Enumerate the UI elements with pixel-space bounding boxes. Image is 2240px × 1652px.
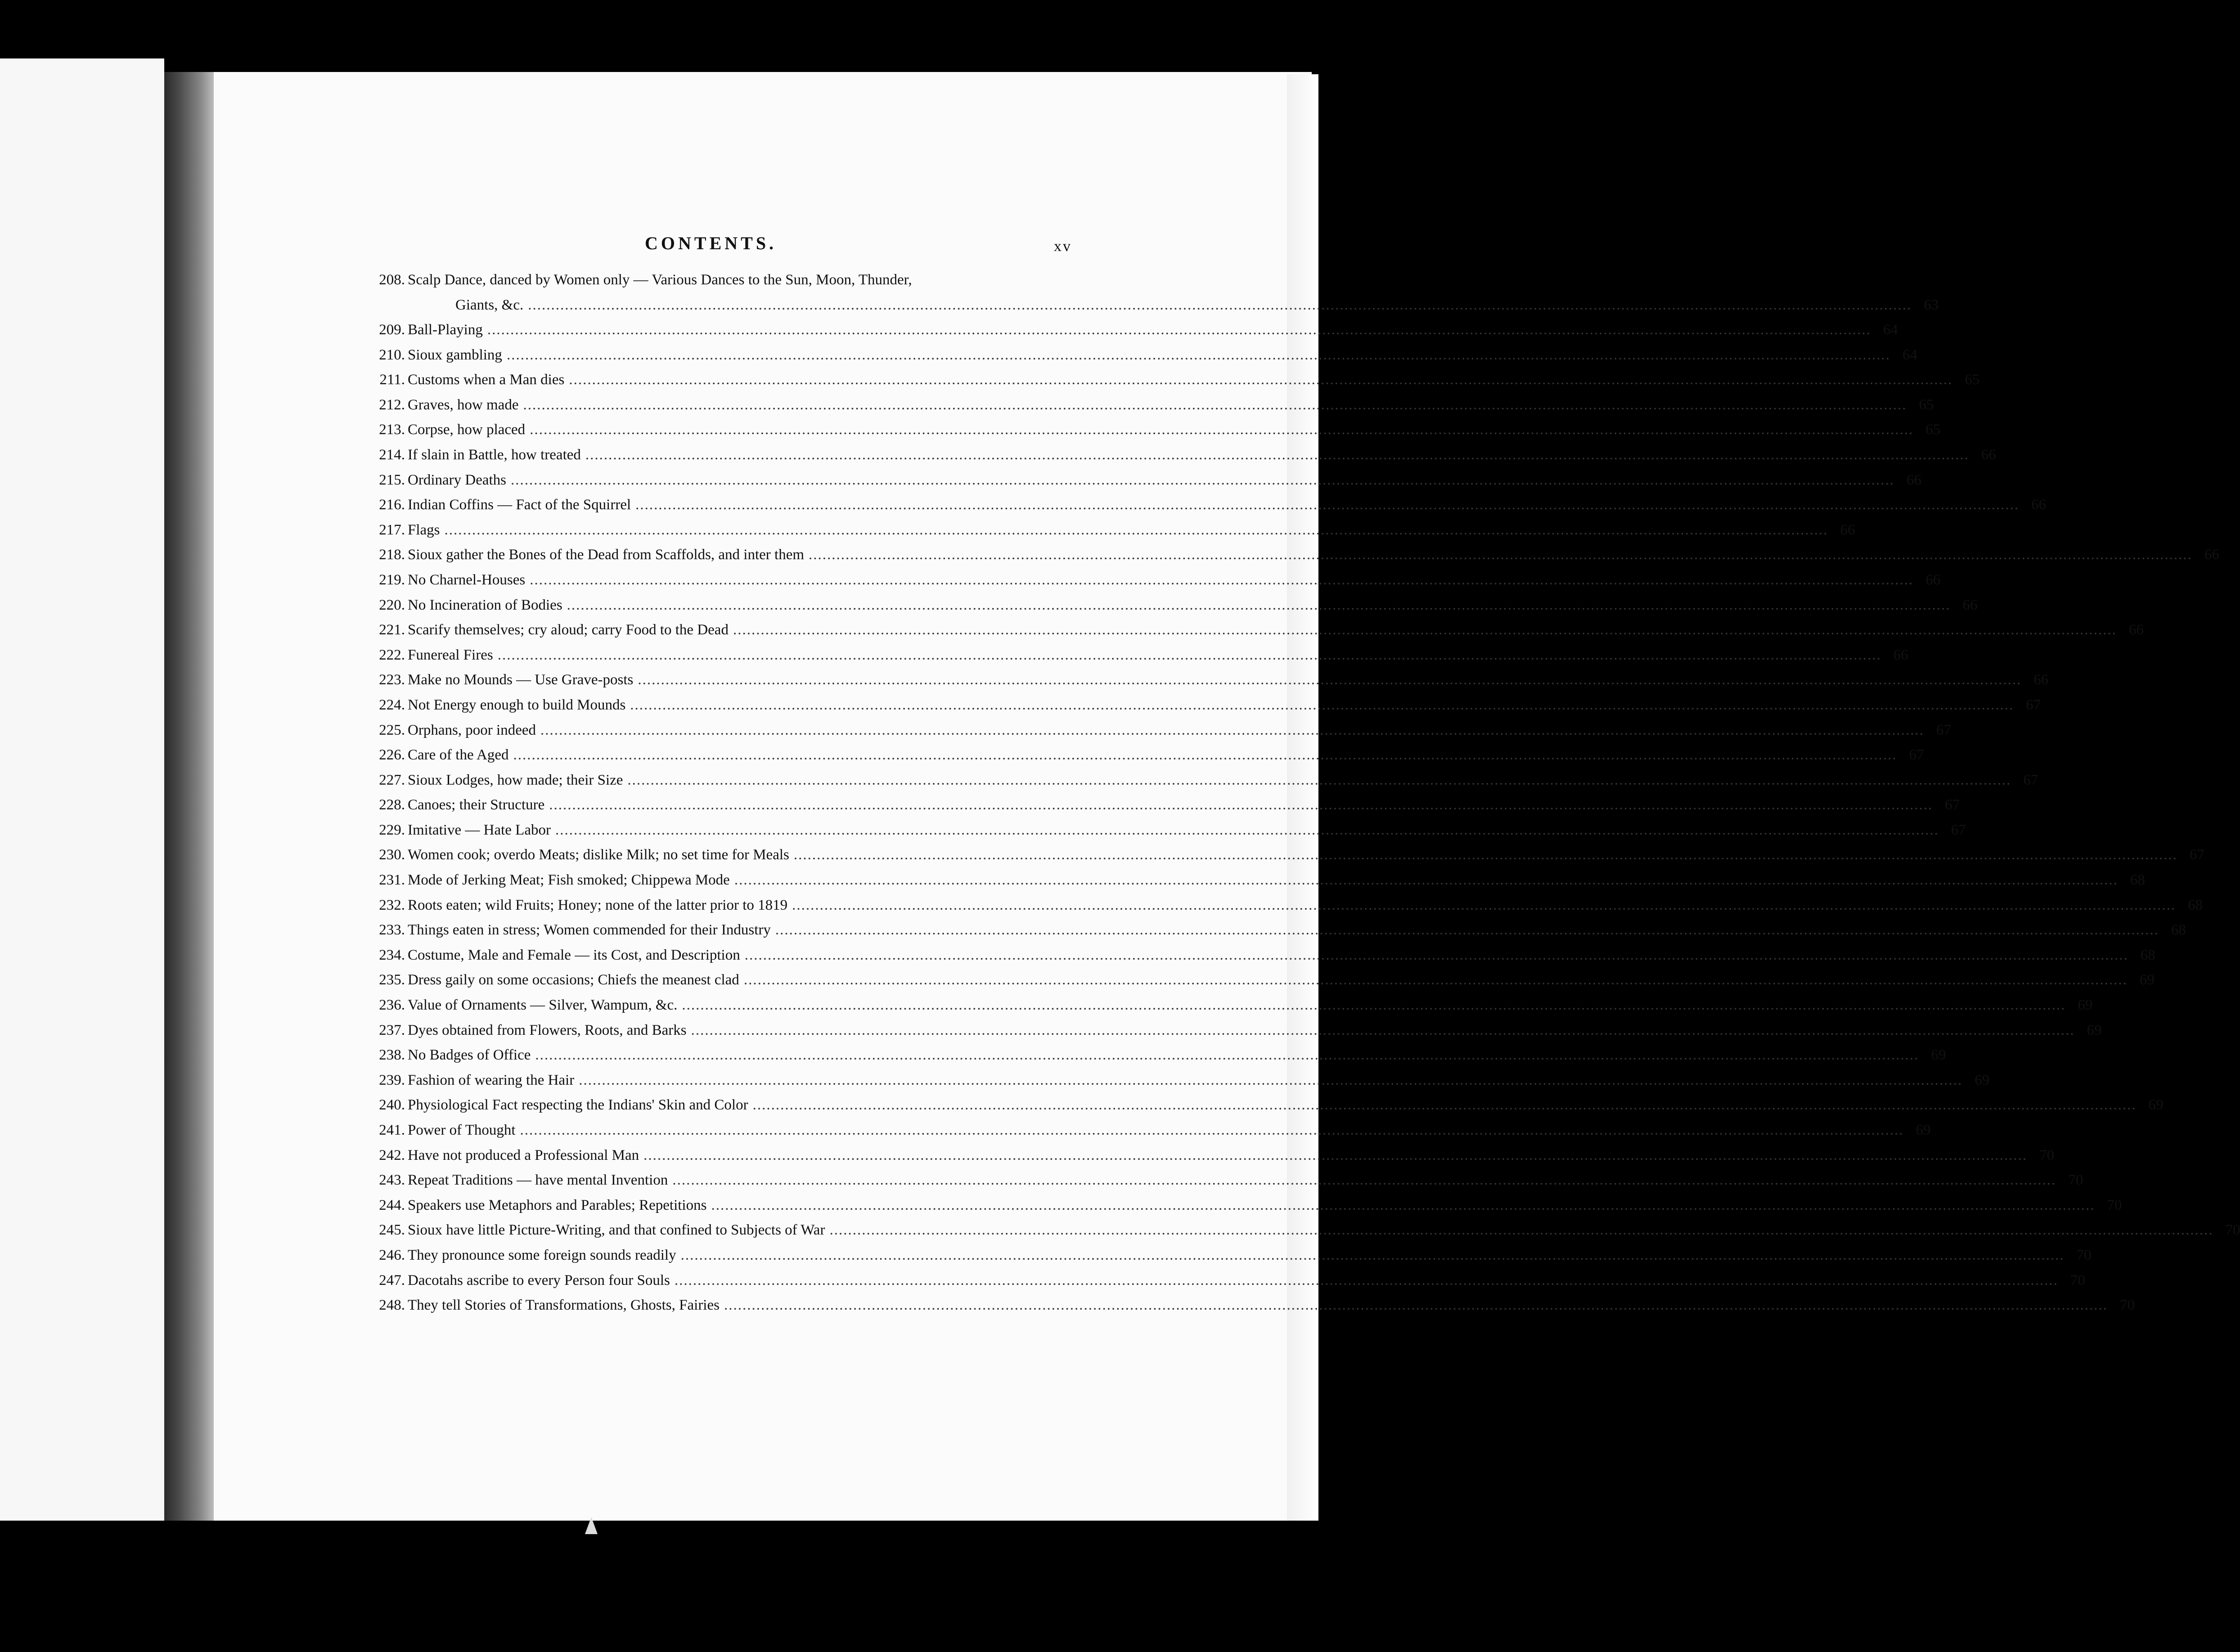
toc-entry [351,468,1922,493]
dot-leader: ............................................................................................................................................................................................................................................................................................................ [487,322,1871,338]
toc-entry [351,493,2047,518]
toc-entry [351,618,2144,643]
entry-body [408,718,1952,743]
entry-body [408,493,2047,518]
entry-page: 67 [2026,696,2041,713]
toc-entry [351,1143,2055,1168]
entry-title: Ordinary Deaths [408,471,507,488]
dot-leader: ............................................................................................................................................................................................................................................................................................................ [724,1297,2108,1314]
entry-number: 235. [379,972,405,988]
entry-title: Women cook; overdo Meats; dislike Milk; no set time for Meals [408,847,789,863]
entry-body [408,1293,2135,1318]
entry-number: 243. [379,1172,405,1189]
entry-title: Ball-Playing [408,322,483,338]
entry-number: 241. [379,1122,405,1138]
entry-page: 67 [1936,722,1952,738]
entry-body [408,643,1908,668]
entry-title: Flags [408,521,440,538]
entry-body [408,618,2144,643]
dot-leader: ............................................................................................................................................................................................................................................................................................................ [540,722,1925,738]
dot-leader: ............................................................................................................................................................................................................................................................................................................ [672,1172,2056,1189]
dot-leader: ............................................................................................................................................................................................................................................................................................................ [809,547,2193,563]
entry-page: 70 [2076,1247,2092,1263]
dot-leader: ............................................................................................................................................................................................................................................................................................................ [511,471,1895,488]
dot-leader: ............................................................................................................................................................................................................................................................................................................ [638,672,2022,688]
entry-body [408,693,2041,718]
entry-body [408,968,2155,993]
entry-page: 70 [2107,1197,2122,1213]
entry-page: 66 [1893,646,1908,663]
dot-leader: ............................................................................................................................................................................................................................................................................................................ [643,1147,2028,1163]
dot-leader: ............................................................................................................................................................................................................................................................................................................ [579,1072,1963,1088]
entry-body [408,1143,2055,1168]
entry-body [408,468,1922,493]
entry-page: 65 [1919,396,1934,413]
entry-number: 246. [379,1247,405,1263]
dot-leader: ............................................................................................................................................................................................................................................................................................................ [733,622,2117,638]
entry-page: 69 [1975,1072,1990,1088]
dot-leader: ............................................................................................................................................................................................................................................................................................................ [829,1222,2213,1239]
entry-number: 227. [379,772,405,788]
entry-body [408,943,2155,968]
toc-entry [351,868,2145,893]
dot-leader: ............................................................................................................................................................................................................................................................................................................ [752,1097,2137,1113]
entry-body [408,393,1934,418]
entry-number: 215. [379,471,405,488]
dot-leader: ............................................................................................................................................................................................................................................................................................................ [674,1272,2058,1288]
entry-page: 69 [2087,1022,2102,1038]
entry-number: 210. [379,346,405,363]
entry-body [408,417,1941,443]
toc-entry [351,1293,2135,1318]
entry-title: Physiological Fact respecting the Indians' Skin and Color [408,1097,748,1113]
entry-number: 248. [379,1297,405,1314]
toc-entry [351,1043,1946,1068]
entry-body [408,518,1855,543]
entry-page: 66 [2128,622,2144,638]
entry-number: 226. [379,747,405,763]
entry-page: 68 [2140,947,2155,963]
toc-entry [351,1168,2083,1193]
dot-leader: ............................................................................................................................................................................................................................................................................................................ [569,372,1953,388]
toc-entry [351,1268,2085,1293]
entry-title: Costume, Male and Female — its Cost, and Description [408,947,740,963]
entry-title: Orphans, poor indeed [408,722,536,738]
toc-entry [351,893,2203,918]
entry-title: Mode of Jerking Meat; Fish smoked; Chippewa Mode [408,872,730,889]
entry-body [408,743,1924,768]
entry-title-continued: Giants, &c. [455,296,524,313]
toc-entry [351,568,1941,593]
dot-leader: ............................................................................................................................................................................................................................................................................................................ [775,922,2159,938]
entry-body [408,993,2093,1018]
toc-entry [351,668,2049,693]
entry-page: 68 [2171,922,2186,938]
entry-title: Graves, how made [408,396,519,413]
entry-page: 66 [1962,597,1978,613]
entry-title: Funereal Fires [408,646,493,663]
entry-number: 211. [379,372,405,388]
toc-entry [351,643,1908,668]
entry-body [408,1168,2083,1193]
toc-entry [351,518,1855,543]
entry-title: If slain in Battle, how treated [408,446,581,463]
entry-page: 66 [1981,446,1996,463]
entry-number: 228. [379,797,405,813]
dot-leader: ............................................................................................................................................................................................................................................................................................................ [734,872,2118,889]
facing-page-edge [0,58,164,1521]
entry-page: 66 [1840,521,1855,538]
toc-entry [351,1068,1990,1093]
toc-entry [351,318,1898,343]
entry-number: 209. [379,322,405,338]
entry-title: Not Energy enough to build Mounds [408,696,626,713]
entry-page: 70 [2068,1172,2083,1189]
entry-body [408,1243,2092,1268]
entry-page: 68 [2188,897,2203,913]
toc-entries [351,318,2240,1318]
toc-entry [351,393,1934,418]
entry-body [408,568,1941,593]
entry-title: Repeat Traditions — have mental Invention [408,1172,668,1189]
entry-number: 212. [379,396,405,413]
dot-leader: ............................................................................................................................................................................................................................................................................................................ [555,822,1939,838]
entry-body [408,318,1898,343]
entry-title: Have not produced a Professional Man [408,1147,639,1163]
entry-body [408,843,2204,868]
entry-page: 70 [2119,1297,2135,1314]
toc-entry [351,443,1996,468]
entry-title: Customs when a Man dies [408,372,565,388]
entry-number: 217. [379,521,405,538]
entry-page: 64 [1883,322,1898,338]
entry-title: Imitative — Hate Labor [408,822,551,838]
entry-number: 238. [379,1047,405,1064]
entry-body [408,1218,2240,1243]
dot-leader: ............................................................................................................................................................................................................................................................................................................ [585,446,1969,463]
dot-leader: ............................................................................................................................................................................................................................................................................................................ [513,747,1897,763]
entry-title: Sioux have little Picture-Writing, and that confined to Subjects of War [408,1222,825,1239]
entry-title: Value of Ornaments — Silver, Wampum, &c. [408,997,678,1014]
entry-title: They tell Stories of Transformations, Ghosts, Fairies [408,1297,720,1314]
entry-page: 67 [2189,847,2204,863]
dot-leader: ............................................................................................................................................................................................................................................................................................................ [535,1047,1919,1064]
entry-title: Scarify themselves; cry aloud; carry Food to the Dead [408,622,729,638]
entry-title: Fashion of wearing the Hair [408,1072,575,1088]
entry-title: Dress gaily on some occasions; Chiefs the meanest clad [408,972,739,988]
entry-body [408,1018,2102,1043]
entry-body [408,1068,1990,1093]
entry-body [408,1043,1946,1068]
dot-leader: ............................................................................................................................................................................................................................................................................................................ [497,646,1881,663]
entry-number: 230. [379,847,405,863]
entry-number: 220. [379,597,405,613]
entry-page: 70 [2070,1272,2085,1288]
toc-entry [351,1193,2122,1218]
dot-leader: ............................................................................................................................................................................................................................................................................................................ [635,497,2020,513]
toc-entry [351,1093,2164,1118]
toc-entry [351,993,2093,1018]
entry-number: 231. [379,872,405,889]
toc-entry [351,1118,1931,1143]
entry-title: Roots eaten; wild Fruits; Honey; none of the latter prior to 1819 [408,897,788,913]
toc-entry [351,693,2041,718]
dot-leader: ............................................................................................................................................................................................................................................................................................................ [523,396,1907,413]
entry-body [408,443,1996,468]
entry-number: 224. [379,696,405,713]
entry-body [408,893,2203,918]
entry-number: 214. [379,446,405,463]
entry-page: 66 [1907,471,1922,488]
entry-number: 222. [379,646,405,663]
entry-number: 221. [379,622,405,638]
toc-entry [351,943,2155,968]
dot-leader: ............................................................................................................................................................................................................................................................................................................ [792,897,2176,913]
toc-entry [351,793,1960,818]
entry-title: Dyes obtained from Flowers, Roots, and Barks [408,1022,687,1038]
entry-number: 237. [379,1022,405,1038]
entry-title: Sioux gambling [408,346,502,363]
dot-leader: ............................................................................................................................................................................................................................................................................................................ [506,346,1890,363]
entry-title: Speakers use Metaphors and Parables; Repetitions [408,1197,707,1213]
toc-entry [351,593,1978,618]
entry-page: 66 [1925,571,1941,588]
entry-body [408,368,1980,393]
entry-title: Care of the Aged [408,747,509,763]
entry-number: 216. [379,497,405,513]
entry-title: No Incineration of Bodies [408,597,562,613]
entry-number: 225. [379,722,405,738]
entry-page: 67 [2023,772,2038,788]
entry-page: 67 [1909,747,1924,763]
toc-entry [351,918,2186,943]
entry-page: 66 [2033,672,2049,688]
entry-page: 64 [1902,346,1917,363]
entry-body [408,1268,2085,1293]
entry-page: 63 [1924,296,1939,313]
entry-number: 213. [379,422,405,438]
entry-number: 245. [379,1222,405,1239]
entry-page: 65 [1965,372,1980,388]
entry-continuation [455,293,1939,318]
dot-leader: ............................................................................................................................................................................................................................................................................................................ [743,972,2128,988]
page-folio: xv [1054,238,1072,255]
dot-leader: ............................................................................................................................................................................................................................................................................................................ [627,772,2011,788]
entry-title: They pronounce some foreign sounds readily [408,1247,676,1263]
toc-entry [351,417,1941,443]
toc-entry [351,968,2155,993]
entry-number: 236. [379,997,405,1014]
entry-number: 233. [379,922,405,938]
toc-entry [351,843,2204,868]
entry-body [408,868,2145,893]
running-head: CONTENTS. [645,233,777,253]
entry-number: 208. [379,272,405,288]
entry-page: 69 [1931,1047,1946,1064]
dot-leader: ............................................................................................................................................................................................................................................................................................................ [530,422,1914,438]
dot-leader: ............................................................................................................................................................................................................................................................................................................ [520,1122,1904,1138]
entry-page: 70 [2225,1222,2240,1239]
entry-title: Make no Mounds — Use Grave-posts [408,672,634,688]
entry-body [408,768,2038,793]
entry-title: Indian Coffins — Fact of the Squirrel [408,497,631,513]
entry-title: Corpse, how placed [408,422,526,438]
entry-body [408,793,1960,818]
entry-page: 67 [1951,822,1966,838]
bottom-marker [585,1517,598,1534]
table-of-contents [351,268,2240,1318]
entry-body [408,343,1917,368]
entry-number: 223. [379,672,405,688]
dot-leader: ............................................................................................................................................................................................................................................................................................................ [567,597,1951,613]
entry-number: 219. [379,571,405,588]
dot-leader: ............................................................................................................................................................................................................................................................................................................ [744,947,2128,963]
entry-title: Dacotahs ascribe to every Person four Souls [408,1272,670,1288]
entry-body [408,918,2186,943]
toc-entry [351,718,1952,743]
entry-body [408,1118,1931,1143]
dot-leader: ............................................................................................................................................................................................................................................................................................................ [444,521,1828,538]
entry-number: 244. [379,1197,405,1213]
toc-entry [351,743,1924,768]
entry-title: Power of Thought [408,1122,516,1138]
entry-number: 229. [379,822,405,838]
dot-leader: ............................................................................................................................................................................................................................................................................................................ [630,696,2014,713]
toc-entry [351,768,2038,793]
entry-page: 69 [2148,1097,2164,1113]
entry-number: 240. [379,1097,405,1113]
entry-page: 69 [1916,1122,1931,1138]
entry-number: 242. [379,1147,405,1163]
entry-page: 69 [2078,997,2093,1014]
dot-leader: ............................................................................................................................................................................................................................................................................................................ [682,997,2066,1014]
dot-leader: ............................................................................................................................................................................................................................................................................................................ [793,847,2177,863]
toc-entry [351,818,1966,843]
entry-body [408,1193,2122,1218]
entry-page: 66 [2204,547,2220,563]
entry-title: Canoes; their Structure [408,797,545,813]
toc-entry [351,343,1917,368]
entry-page: 66 [2031,497,2047,513]
entry-title: No Charnel-Houses [408,571,526,588]
entry-title: Sioux gather the Bones of the Dead from Scaffolds, and inter them [408,547,805,563]
entry-title: No Badges of Office [408,1047,531,1064]
toc-entry [351,1018,2102,1043]
entry-title: Scalp Dance, danced by Women only — Various Dances to the Sun, Moon, Thunder, [408,272,912,288]
entry-body [408,1093,2164,1118]
dot-leader: ............................................................................................................................................................................................................................................................................................................ [680,1247,2065,1263]
dot-leader: ............................................................................................................................................................................................................................................................................................................ [691,1022,2075,1038]
dot-leader: ............................................................................................................................................................................................................................................................................................................ [528,296,1912,313]
entry-body [408,668,2049,693]
entry-body [408,543,2220,568]
toc-entry [351,268,1939,318]
entry-page: 69 [2139,972,2155,988]
book-gutter-shadow [164,72,214,1521]
toc-entry [351,1218,2240,1243]
toc-entry [351,543,2220,568]
entry-page: 68 [2130,872,2145,889]
entry-page: 70 [2039,1147,2055,1163]
dot-leader: ............................................................................................................................................................................................................................................................................................................ [549,797,1933,813]
entry-title: Things eaten in stress; Women commended for their Industry [408,922,771,938]
entry-number: 234. [379,947,405,963]
entry-body [408,818,1966,843]
dot-leader: ............................................................................................................................................................................................................................................................................................................ [530,571,1914,588]
toc-entry [351,1243,2092,1268]
dot-leader: ............................................................................................................................................................................................................................................................................................................ [711,1197,2095,1213]
entry-number: 239. [379,1072,405,1088]
entry-number: 247. [379,1272,405,1288]
entry-number: 218. [379,547,405,563]
entry-number: 232. [379,897,405,913]
entry-page: 67 [1945,797,1960,813]
entry-title: Sioux Lodges, how made; their Size [408,772,623,788]
entry-body [408,593,1978,618]
toc-entry [351,368,1980,393]
entry-page: 65 [1925,422,1941,438]
